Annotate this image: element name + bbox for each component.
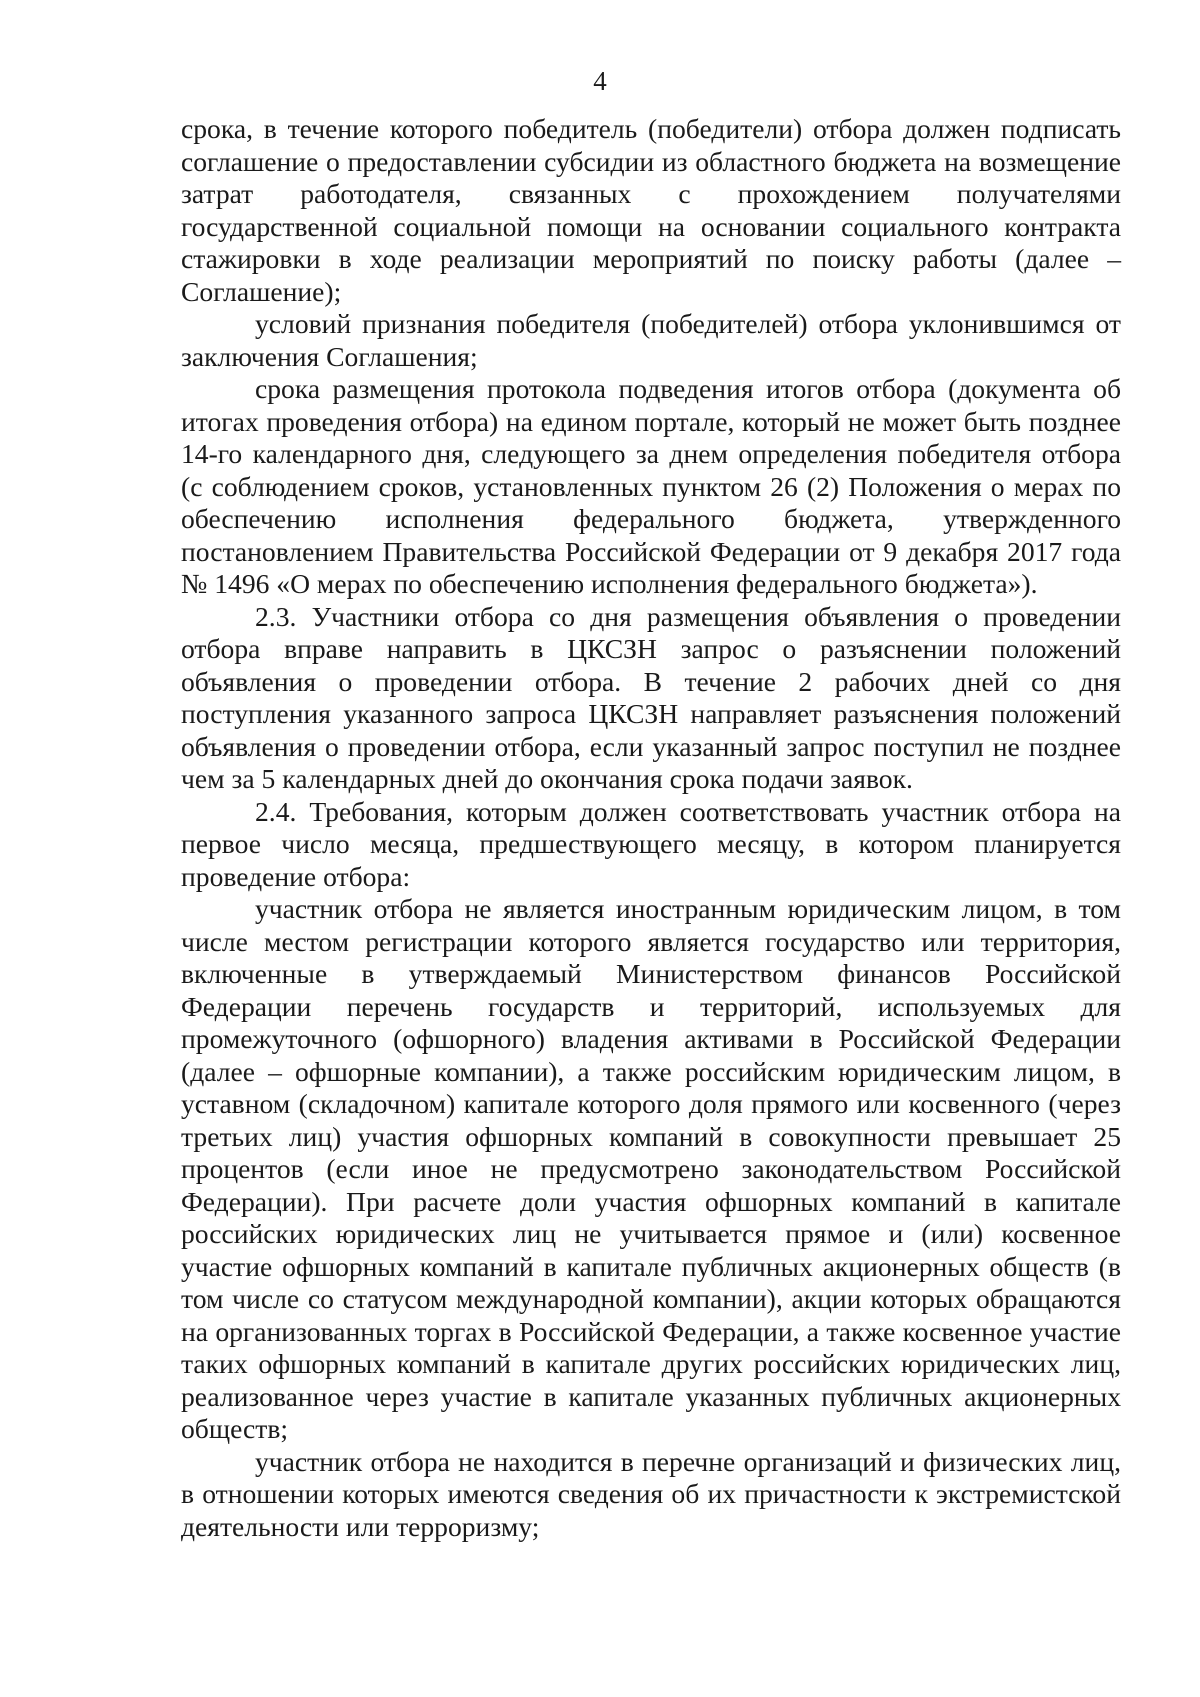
document-body (181, 113, 1121, 1543)
paragraph-evasion-conditions: условий признания победителя (победителей) отбора уклонившимся от заключения Соглашения; (181, 308, 1121, 372)
paragraph-2-3-clarification-request: 2.3. Участники отбора со дня размещения объявления о проведении отбора вправе направить в ЦКСЗН запрос о разъяснении положений объявления о проведении отбора. В течение 2 рабочих дней со дня поступления указанного запроса ЦКСЗН направляет разъяснения положений объявления о проведении отбора, если указанный запрос поступил не позднее чем за 5 календарных дней до окончания срока подачи заявок. (181, 600, 1121, 794)
page-number: 4 (593, 66, 607, 96)
paragraph-extremism-requirement: участник отбора не находится в перечне организаций и физических лиц, в отношении которых имеются сведения об их причастности к экстремистской деятельности или терроризму; (181, 1445, 1121, 1542)
paragraph-signing-deadline: срока, в течение которого победитель (победители) отбора должен подписать соглашение о предоставлении субсидии из областного бюджета на возмещение затрат работодателя, связанных с прохождением получателями государственной социальной помощи на основании социального контракта стажировки в ходе реализации мероприятий по поиску работы (далее – Соглашение); (181, 113, 1121, 307)
paragraph-2-4-requirements: 2.4. Требования, которым должен соответствовать участник отбора на первое число месяца, предшествующего месяцу, в котором планируется проведение отбора: (181, 795, 1121, 892)
paragraph-offshore-requirement: участник отбора не является иностранным юридическим лицом, в том числе местом регистрации которого является государство или территория, включенные в утверждаемый Министерством финансов Российской Федерации перечень государств и территорий, используемых для промежуточного (офшорного) владения активами в Российской Федерации (далее – офшорные компании), а также российским юридическим лицом, в уставном (складочном) капитале которого доля прямого или косвенного (через третьих лиц) участия офшорных компаний в совокупности превышает 25 процентов (если иное не предусмотрено законодательством Российской Федерации). При расчете доли участия офшорных компаний в капитале российских юридических лиц не учитывается прямое и (или) косвенное участие офшорных компаний в капитале публичных акционерных обществ (в том числе со статусом международной компании), акции которых обращаются на организованных торгах в Российской Федерации, а также косвенное участие таких офшорных компаний в капитале других российских юридических лиц, реализованное через участие в капитале указанных публичных акционерных обществ; (181, 893, 1121, 1444)
paragraph-protocol-deadline: срока размещения протокола подведения итогов отбора (документа об итогах проведения отбора) на едином портале, который не может быть позднее 14-го календарного дня, следующего за днем определения победителя отбора (с соблюдением сроков, установленных пунктом 26 (2) Положения о мерах по обеспечению исполнения федерального бюджета, утвержденного постановлением Правительства Российской Федерации от 9 декабря 2017 года № 1496 «О мерах по обеспечению исполнения федерального бюджета»). (181, 373, 1121, 599)
